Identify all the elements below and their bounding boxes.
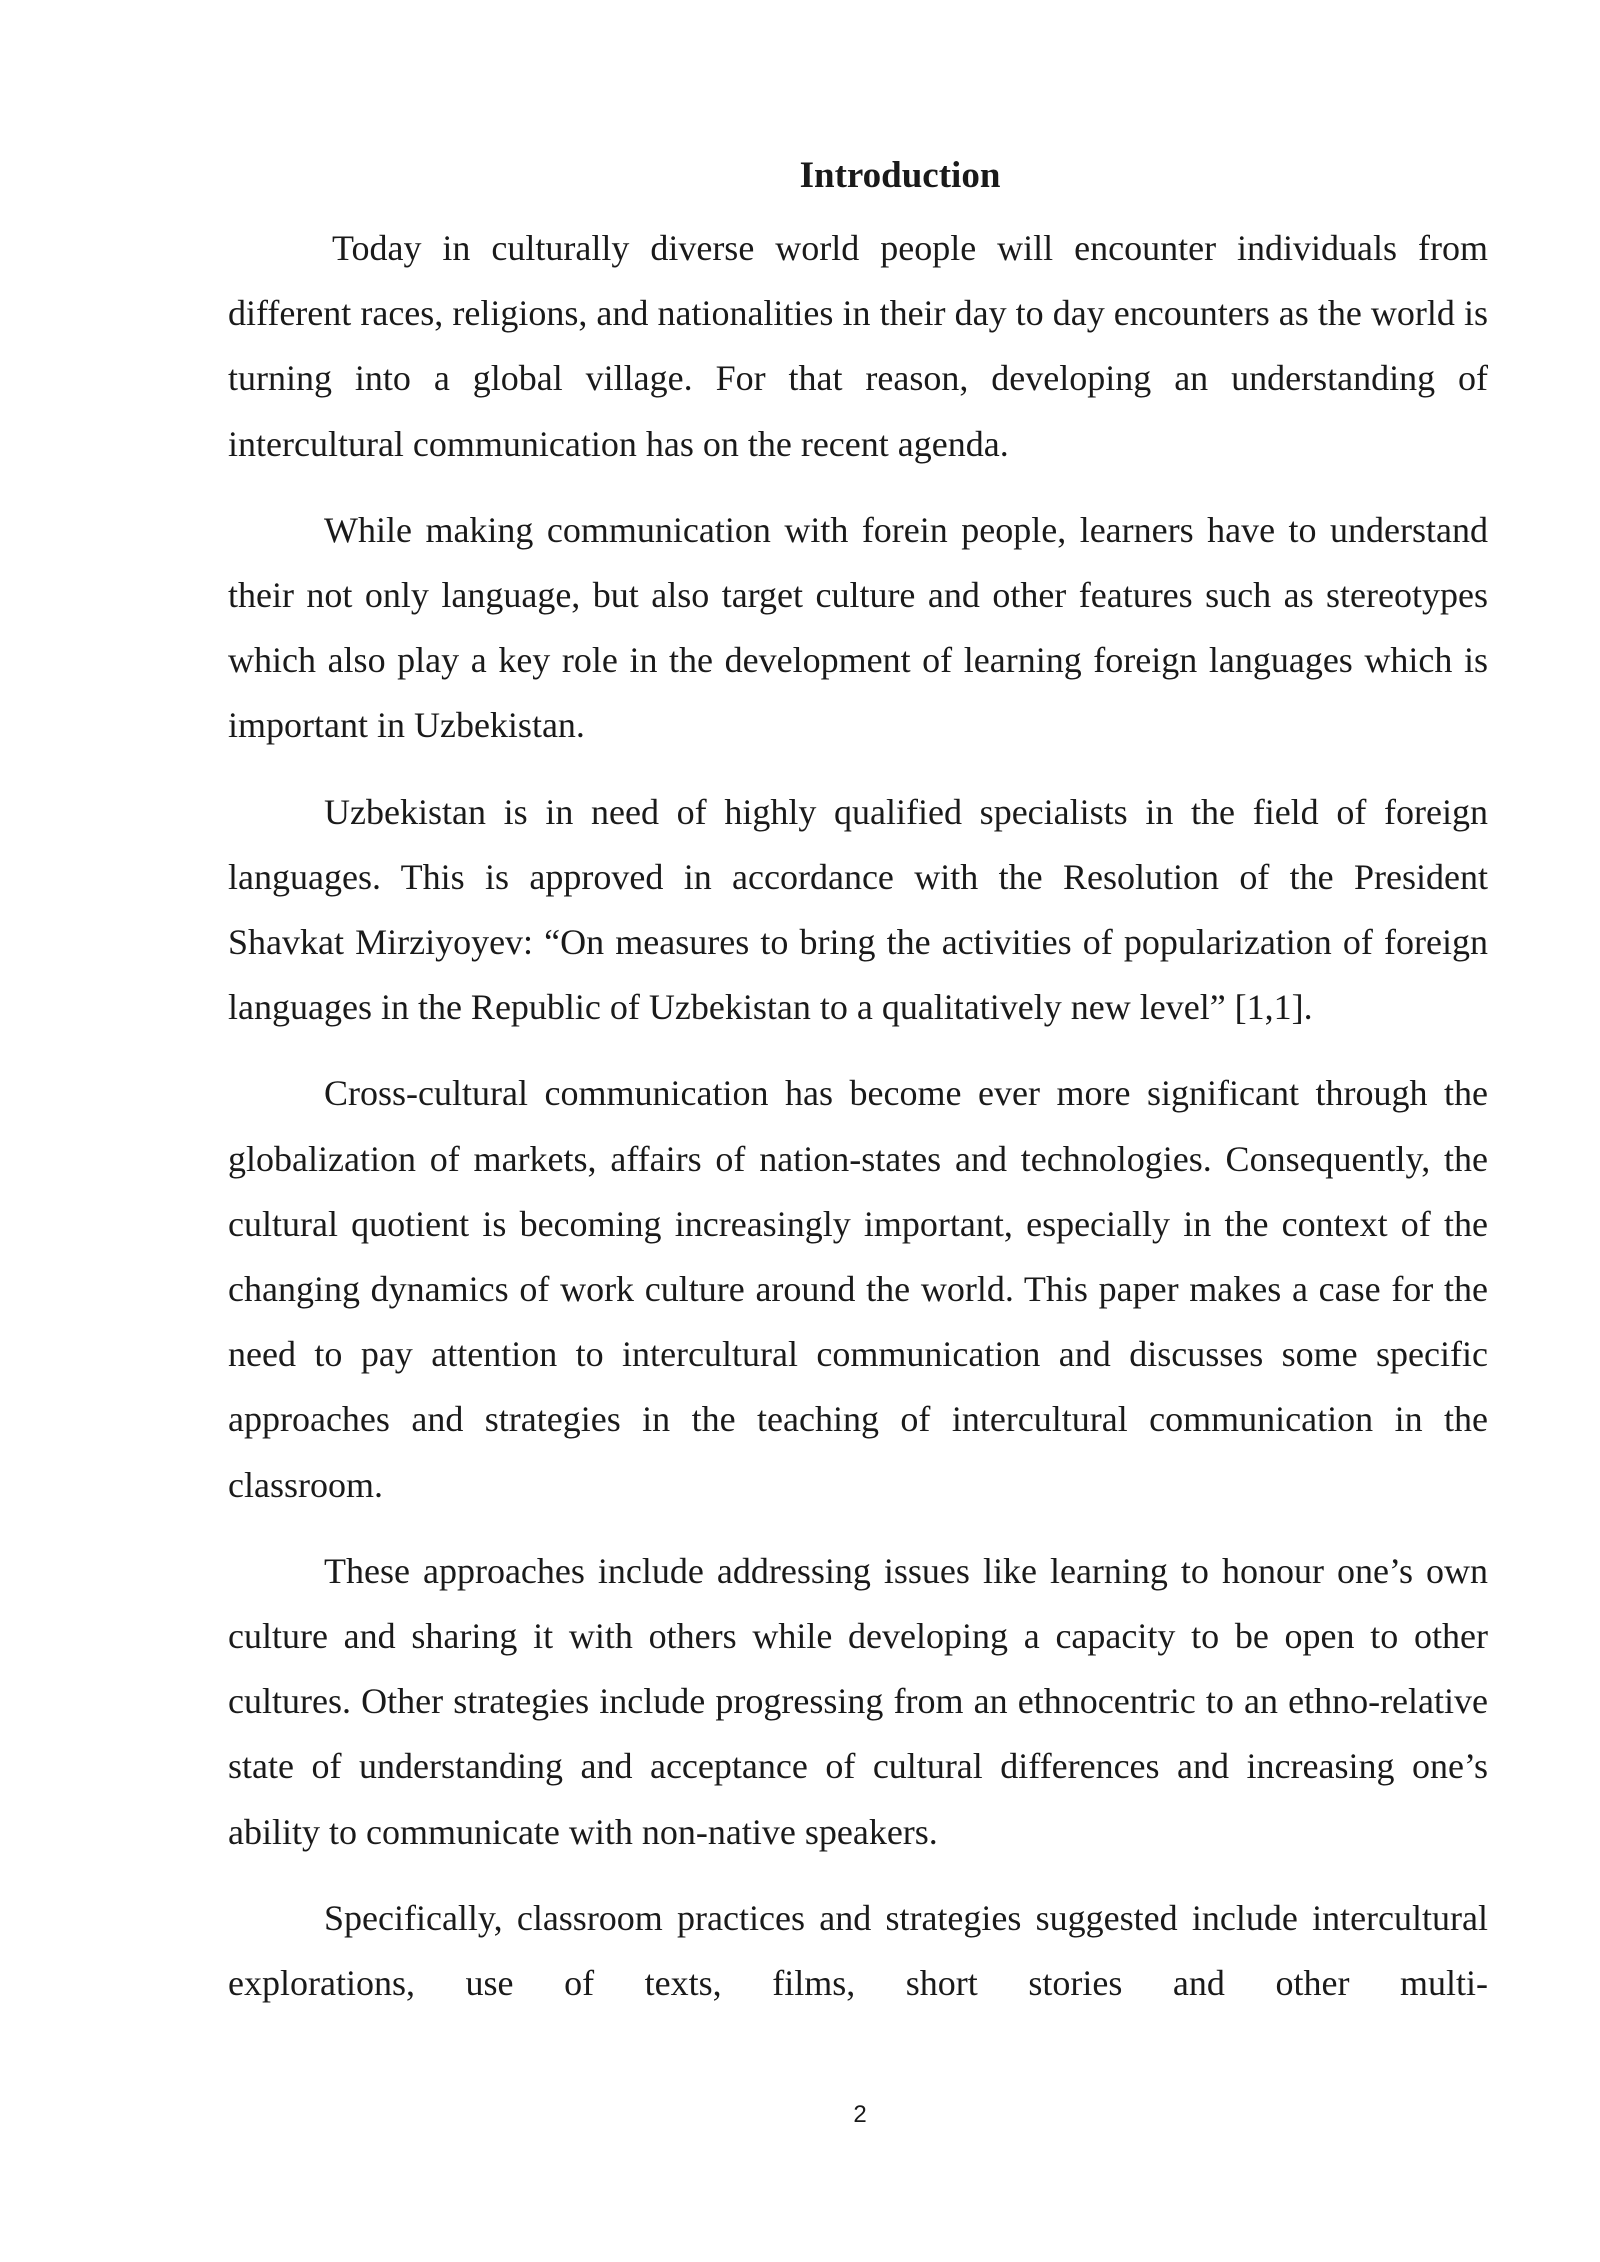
paragraph: These approaches include addressing issues like learning to honour one’s own culture and sharing it with others while developing a capacity to be open to other cultures. Other strategies include progressing from an ethnocentric to an ethno-relative state of understanding and acceptance of cultural differences and increasing one’s ability to communicate with non-native speakers. — [228, 1550, 1488, 1852]
paragraph: Cross-cultural communication has become ever more significant through the globalization of markets, affairs of nation-states and technologies. Consequently, the cultural quotient is becoming increasingly important, especially in the context of the changing dynamics of work culture around the world. This paper makes a case for the need to pay attention to intercultural communication and discusses some specific approaches and strategies in the teaching of intercultural communication in the classroom. — [228, 1073, 1488, 1505]
paragraph: Specifically, classroom practices and strategies suggested include intercultural explorations, use of texts, films, short stories and other multi- — [228, 1897, 1488, 2004]
page-number: 2 — [853, 2101, 867, 2128]
page-title: Introduction — [799, 155, 1001, 196]
paragraph: Today in culturally diverse world people will encounter individuals from different races, religions, and nationalities in their day to day encounters as the world is turning into a global village. For that reason, developing an understanding of intercultural communication has on the recent agenda. — [228, 228, 1488, 464]
paragraph: While making communication with forein people, learners have to understand their not only language, but also target culture and other features such as stereotypes which also play a key role in the development of learning foreign languages which is important in Uzbekistan. — [228, 509, 1488, 746]
paragraph: Uzbekistan is in need of highly qualified specialists in the field of foreign languages. This is approved in accordance with the Resolution of the President Shavkat Mirziyoyev: “On measures to bring the activities of popularization of foreign languages in the Republic of Uzbekistan to a qualitatively new level” [1,1]. — [228, 791, 1488, 1028]
document-body — [228, 216, 1488, 2016]
